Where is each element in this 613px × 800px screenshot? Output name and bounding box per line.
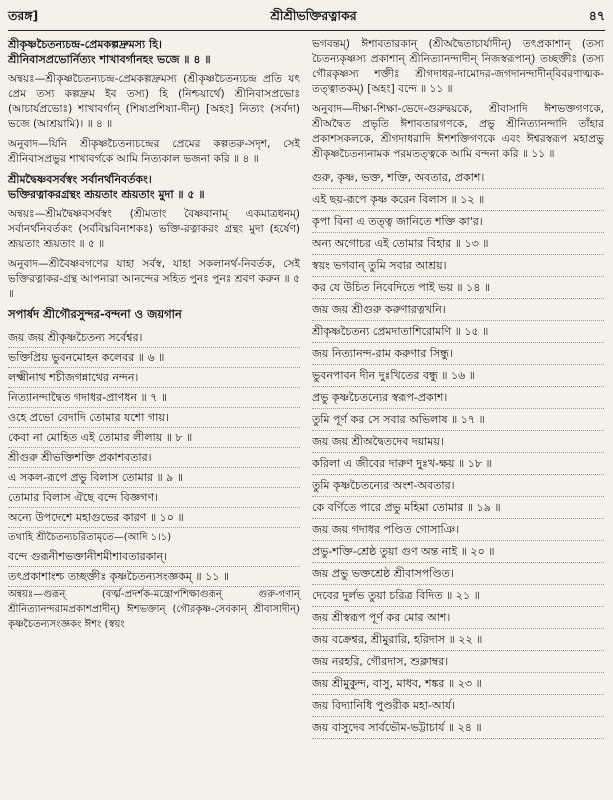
book-title: শ্রীশ্রীভক্তিরত্নাকর <box>270 8 357 23</box>
left-column <box>8 37 300 739</box>
header-rule <box>8 30 605 31</box>
verse-line: প্রভু-শক্তি-শ্রেষ্ঠ তুয়া গুণ অন্ত নাই ॥ ২০ ॥ <box>312 541 604 563</box>
verse-line: অন্য অগোচর এই তোমার বিহার ॥ ১৩ ॥ <box>312 233 604 255</box>
verse-line: কর যে উচিত নিবেদিতে পাই ভয় ॥ ১৪ ॥ <box>312 277 604 299</box>
verse-line: জয় জয় গদাধর পণ্ডিত গোসাঞি। <box>312 519 604 541</box>
verse-line: জয় জয় শ্রীঅদ্বৈতদেব দয়াময়। <box>312 431 604 453</box>
verse-line: জয় প্রভু ভক্তশ্রেষ্ঠ শ্রীবাসপণ্ডিত। <box>312 563 604 585</box>
verse-line: জয় জয় শ্রীকৃষ্ণচৈতন্য সর্বেশ্বর। <box>8 328 300 348</box>
verse-line: শ্রীকৃষ্ণচৈতন্য প্রেমদাতাশিরোমণি ॥ ১৫ ॥ <box>312 321 604 343</box>
page-number: ৪৭ <box>588 8 605 23</box>
verse-line: ওহে প্রভো বেদাদি তোমার যশো গায়। <box>8 408 300 428</box>
verse-line: ভক্তিপ্রিয় ভুবনমোহন কলেবর ॥ ৬ ॥ <box>8 348 300 368</box>
verse-line: কেবা না মোহিত এই তোমার লীলায় ॥ ৮ ॥ <box>8 428 300 448</box>
verse-line: জয় নিত্যানন্দ-রাম করুণার সিন্ধু। <box>312 343 604 365</box>
verse-line: জয় নরহরি, গৌরদাস, শুক্লাম্বর। <box>312 651 604 673</box>
translation-11: অনুবাদ—দীক্ষা-শিক্ষা-ভেদে-গুরুদ্বয়কে, শ্রীবাসাদি ঈশভক্তগণকে, শ্রীঅদ্বৈত প্রভৃতি ঈশাবতারগণকে, প্রভু শ্রীনিত্যানন্দাদি তাঁহার প্রকাশসকলকে, শ্রীগদাধরাদি ঈশশক্তিগণকে এবং ঈশ্বরস্বরূপ মহাপ্রভু শ্রীকৃষ্ণচৈতন্যনামক পরমতত্ত্বকে আমি বন্দনা করি ॥ ১১ ॥ <box>312 103 604 160</box>
anvaya-5: অন্বয়ঃ—শ্রীমদ্বৈষ্ণবসর্বস্বং (শ্রীমতাং বৈষ্ণবানাম্‌ একমাত্রধনম্‌) সর্বানর্থনিবর্তকং (সর্ববিঘ্নবিনাশকঃ) ভক্তি-রত্নাকরং গ্রন্থং মুদা (হর্ষেণ) শ্রূয়তাং শ্রূয়তাং ॥ ৫ ॥ <box>8 208 300 250</box>
anvaya-4: অন্বয়ঃ—শ্রীকৃষ্ণচৈতন্যচন্দ্র-প্রেমকল্পদ্রুমস্য (শ্রীকৃষ্ণচৈতন্যচন্দ্র প্রতি যৎ প্রেম তস্য কল্পদ্রুম ইব তস্য) হি (নিশ্চয়ার্থে) শ্রীনিবাসপ্রভোঃ (আচার্যপ্রভোঃ) শাখাবর্গান্‌ (শিষ্যপ্রশিষ্যা-দীন্‌) [অহং] নিত্যং (সর্বদা) ভজে (আশ্রয়ামি)। ॥ ৪ ॥ <box>8 73 300 130</box>
verse-line: নিত্যানন্দাদ্বৈত গদাধর-প্রাণধন ॥ ৭ ॥ <box>8 388 300 408</box>
verse-line: তোমার বিলাস ঐছে বন্দে বিজ্ঞগণ। <box>8 488 300 508</box>
verse-line: তুমি কৃষ্ণচৈতন্যের অংশ-অবতার। <box>312 475 604 497</box>
verse-line: করিলা এ জীবের দারুণ দুঃখ-ক্ষয় ॥ ১৮ ॥ <box>312 453 604 475</box>
section-heading: সপার্ষদ শ্রীগৌরসুন্দর-বন্দনা ও জয়গান <box>8 307 182 321</box>
verse-line: গুরু, কৃষ্ণ, ভক্ত, শক্তি, অবতার, প্রকাশ। <box>312 167 604 189</box>
verse-line: জয় জয় শ্রীগুরু করুণারত্নখনি। <box>312 299 604 321</box>
sanskrit-verse-4: শ্রীকৃষ্ণচৈতন্যচন্দ্র-প্রেমকল্পদ্রুমস্য হি। শ্রীনিবাসপ্রভোর্নিত্যং শাখাবর্গানহং ভজে ॥ ৪ ॥ <box>8 38 211 66</box>
anvaya-11-continued: ভগবন্তম্‌) ঈশাবতারকান্‌ (শ্রীঅদ্বৈতাচার্যাদীন্‌) তৎপ্রকাশান্‌ (তস্য চৈতন্যকৃষ্ণস্য প্রকাশান্‌ শ্রীনিত্যানন্দাদীন্‌ নিজস্বরূপান্‌) তচ্ছক্তীঃ (তস্য গৌরকৃষ্ণস্য শক্তীঃ শ্রীগদাধর-দামোদর-জগদানন্দাদীন্‌বিবরণাত্মক-তত্ত্বাতকম্‌) [অহং] বন্দে ॥ ১১ ॥ <box>312 38 604 95</box>
verse-line: ভুবনপাবন দীন দুঃখিতের বন্ধু ॥ ১৬ ॥ <box>312 365 604 387</box>
chapter-label: তরঙ্গ] <box>8 8 39 23</box>
bengali-verse-lines-right <box>312 167 604 739</box>
verse-line: লক্ষ্মীনাথ শচীজগন্নাথের নন্দন। <box>8 368 300 388</box>
verse-line: তুমি পূর্ণ কর সে সবার অভিলাষ ॥ ১৭ ॥ <box>312 409 604 431</box>
verse-line: জয় শ্রীমুকুন্দ, বাসু, মাধব, শঙ্কর ॥ ২৩ ॥ <box>312 673 604 695</box>
verse-line: জয় শ্রীস্বরূপ পূর্ণ কর মোর আশ। <box>312 607 604 629</box>
citation: তথাহি শ্রীচৈতন্যচরিতামৃতে—(আদি ১।১) <box>8 532 172 543</box>
verse-line: স্বয়ং ভগবান্‌ তুমি সবার আশ্রয়। <box>312 255 604 277</box>
anvaya-11: অন্বয়ঃ—গুরূন্‌ (বর্ত্ম-প্রদর্শক-মন্ত্রোপশিক্ষাগুরূন্‌ গুরু-গণান্‌ শ্রীনিত্যানন্দরামপ্রকাশপ্রাদীন্‌) ঈশভক্তান্‌ (গৌরকৃষ্ণ-সেবকান্‌ শ্রীবাসাদীন্‌) কৃষ্ণচৈতন্যসংজ্ঞকং ঈশং (স্বয়ং <box>8 589 300 630</box>
translation-5: অনুবাদ—শ্রীবৈষ্ণবগণের যাহা সর্বস্ব, যাহা সকলানর্থ-নিবর্তক, সেই ভক্তিরত্নাকর-গ্রন্থ আপনারা আনন্দের সহিত পুনঃ পুনঃ শ্রবণ করুন ॥ ৫ ॥ <box>8 258 300 300</box>
verse-line: এই ছয়-রূপে কৃষ্ণ করেন বিলাস ॥ ১২ ॥ <box>312 189 604 211</box>
verse-line: জয় বাসুদেব সার্বভৌম-ভট্টাচার্য ॥ ২৪ ॥ <box>312 717 604 739</box>
bengali-verse-lines <box>8 328 300 528</box>
sanskrit-verse-11-line: বন্দে গুরূনীশভক্তানীশমীশাবতারকান্‌। <box>8 547 300 567</box>
verse-line: অন্যে উপদেশে মহাগুভের কারণ ॥ ১০ ॥ <box>8 508 300 528</box>
right-column <box>312 37 604 739</box>
sanskrit-verse-5: শ্রীমদ্বৈষ্ণবসর্বস্বং সর্বানর্থনিবর্তকং। ভক্তিরত্নাকরগ্রন্থং শ্রূয়তাং শ্রূয়তাং মুদা ॥ ৫ ॥ <box>8 173 205 201</box>
verse-line: দেবের দুর্লভ তুয়া চরিত্র বিদিত ॥ ২১ ॥ <box>312 585 604 607</box>
sanskrit-verse-11-line: তৎপ্রকাশাংশ্চ তচ্ছক্তীঃ কৃষ্ণচৈতন্যসংজ্ঞকম্‌ ॥ ১১ ॥ <box>8 567 300 587</box>
verse-line: জয় বিদ্যানিধি পুণ্ডরীক মহা-আর্য। <box>312 695 604 717</box>
translation-4: অনুবাদ—যিনি শ্রীকৃষ্ণচৈতন্যচন্দ্রের প্রেমের কল্পতরু-সদৃশ, সেই শ্রীনিবাসপ্রভুর শাখাবর্গকে আমি নিত্যকাল ভজনা করি ॥ ৪ ॥ <box>8 138 300 165</box>
verse-line: কে বর্ণিতে পারে প্রভু মহিমা তোমার ॥ ১৯ ॥ <box>312 497 604 519</box>
verse-line: প্রভু কৃষ্ণচৈতন্যের স্বরূপ-প্রকাশ। <box>312 387 604 409</box>
verse-line: কৃপা বিনা এ তত্ত্ব জানিতে শক্তি কা'র। <box>312 211 604 233</box>
verse-line: জয় বক্রেশ্বর, শ্রীমুরারি, হরিদাস ॥ ২২ ॥ <box>312 629 604 651</box>
verse-line: শ্রীগুরু শ্রীভক্তিশক্তি প্রকাশবতার। <box>8 448 300 468</box>
two-column-body <box>8 37 605 739</box>
verse-line: এ সকল-রূপে প্রভু বিলাস তোমার ॥ ৯ ॥ <box>8 468 300 488</box>
page-header <box>8 6 605 28</box>
